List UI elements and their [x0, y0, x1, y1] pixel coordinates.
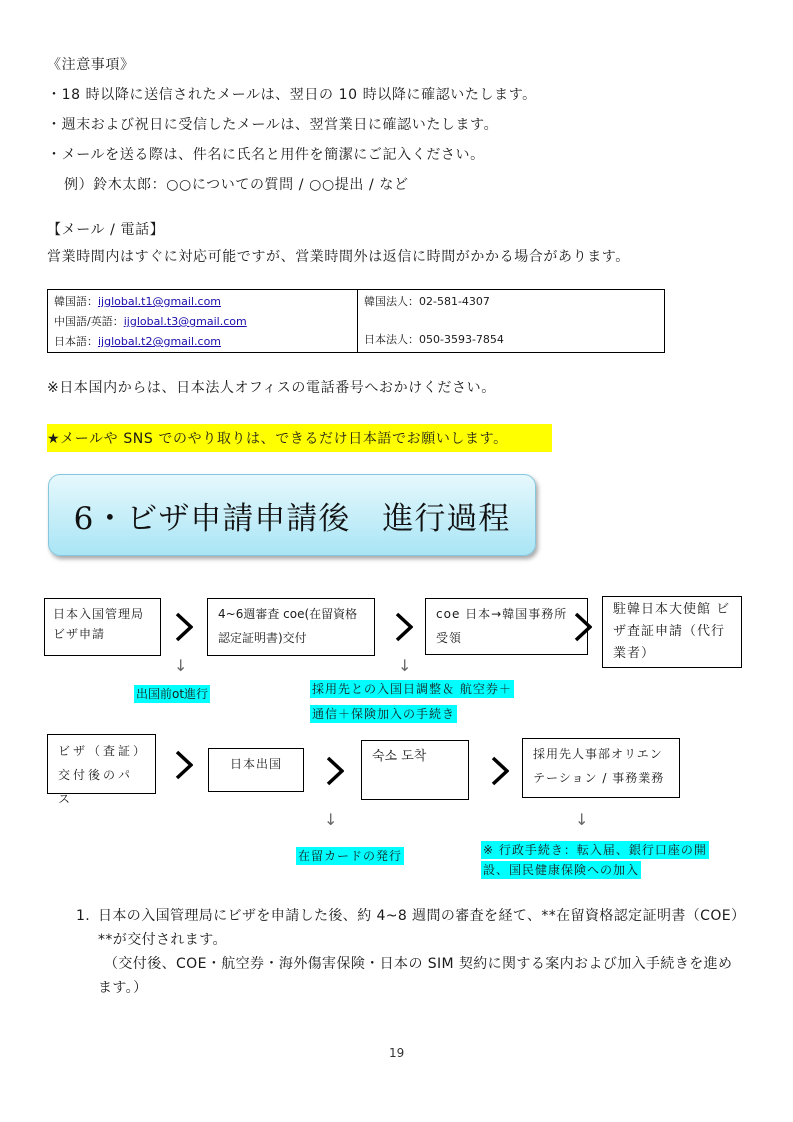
chevron-right-icon — [491, 756, 509, 786]
email-row-korean — [54, 292, 351, 312]
chevron-right-icon — [326, 756, 344, 786]
note-item: ・18 時以降に送信されたメールは、翌日の 10 時以降に確認いたします。 — [47, 87, 537, 103]
phone-number: 050-3593-7854 — [419, 333, 504, 346]
notes-heading: 《注意事項》 — [47, 57, 135, 73]
phone-label: 韓国法人： — [364, 295, 419, 308]
flow-note-entry-arrangements: 採用先との入国日調整＆ 航空券＋ 通信＋保険加入の手続き — [312, 682, 512, 721]
email-link-chinese-english[interactable]: ijglobal.t3@gmail.com — [123, 315, 247, 328]
arrow-down-icon: ↓ — [174, 656, 188, 675]
email-row-chinese-english — [54, 312, 351, 332]
page-number: 19 — [389, 1046, 405, 1060]
section-title: 6・ビザ申請申請後 進行過程 — [73, 500, 511, 537]
flow-step-coe-issuance: 4~6週審査 coe(在留資格認定証明書)交付 — [207, 598, 375, 656]
email-row-japanese — [54, 332, 351, 352]
chevron-right-icon — [574, 612, 592, 642]
chevron-right-icon — [395, 612, 413, 642]
section-title-box — [48, 474, 536, 556]
chevron-right-icon — [175, 612, 193, 642]
phone-row-korea — [364, 292, 658, 312]
domestic-call-note: ※日本国内からは、日本法人オフィスの電話番号へおかけください。 — [47, 380, 496, 396]
note-example: 例）鈴木太郎：○○についての質問 / ○○提出 / など — [64, 177, 409, 193]
email-label: 日本語： — [54, 335, 98, 348]
flow-step-immigration-visa-application: 日本入国管理局 ビザ申請 — [44, 598, 161, 656]
arrow-down-icon: ↓ — [324, 810, 338, 829]
flow-note-pre-departure-ot: 出国前ot進行 — [136, 687, 209, 701]
step-text: 日本の入国管理局にビザを申請した後、約 4~8 週間の審査を経て、**在留資格認定証明書（COE）**が交付されます。 — [98, 908, 746, 948]
email-label: 韓国語： — [54, 295, 98, 308]
arrow-down-icon: ↓ — [398, 656, 412, 675]
contact-description: 営業時間内はすぐに対応可能ですが、営業時間外は返信に時間がかかる場合があります。 — [47, 249, 630, 265]
contact-table — [47, 289, 665, 353]
step-subtext: （交付後、COE・航空券・海外傷害保険・日本の SIM 契約に関する案内および加入手続きを進めます。） — [98, 956, 733, 996]
language-request-note: ★メールや SNS でのやり取りは、できるだけ日本語でお願いします。 — [47, 424, 552, 452]
arrow-down-icon: ↓ — [575, 810, 589, 829]
phone-label: 日本法人： — [364, 333, 419, 346]
email-column — [48, 290, 358, 352]
phone-row-japan — [364, 330, 658, 350]
flow-step-visa-pass: ビザ（査証）交付後のパス — [47, 734, 156, 794]
email-link-korean[interactable]: ijglobal.t1@gmail.com — [98, 295, 222, 308]
note-item: ・週末および祝日に受信したメールは、翌営業日に確認いたします。 — [47, 117, 499, 133]
flow-step-coe-receipt: coe 日本→韓国事務所 受領 — [425, 598, 588, 655]
process-step-list — [76, 904, 746, 1000]
contact-heading: 【メール / 電話】 — [47, 222, 165, 238]
flow-step-departure-japan: 日本出国 — [208, 748, 304, 792]
email-link-japanese[interactable]: ijglobal.t2@gmail.com — [98, 335, 222, 348]
flow-step-embassy-visa-application: 駐韓日本大使館 ビザ査証申請（代行業者） — [602, 596, 742, 668]
phone-column — [358, 290, 664, 352]
step-number: 1. — [76, 908, 91, 924]
flow-step-hr-orientation: 採用先人事部オリエンテーション / 事務業務 — [522, 738, 680, 798]
email-label: 中国語/英語： — [54, 315, 124, 328]
phone-number: 02-581-4307 — [419, 295, 490, 308]
flow-step-housing-arrival: 숙소 도착 — [361, 740, 469, 800]
flow-note-residence-card: 在留カードの発行 — [298, 849, 403, 863]
note-item: ・メールを送る際は、件名に氏名と用件を簡潔にご記入ください。 — [47, 147, 485, 163]
flow-note-administrative-procedures: ※ 行政手続き：転入届、銀行口座の開 設、国民健康保険への加入 — [483, 843, 707, 877]
chevron-right-icon — [175, 750, 193, 780]
